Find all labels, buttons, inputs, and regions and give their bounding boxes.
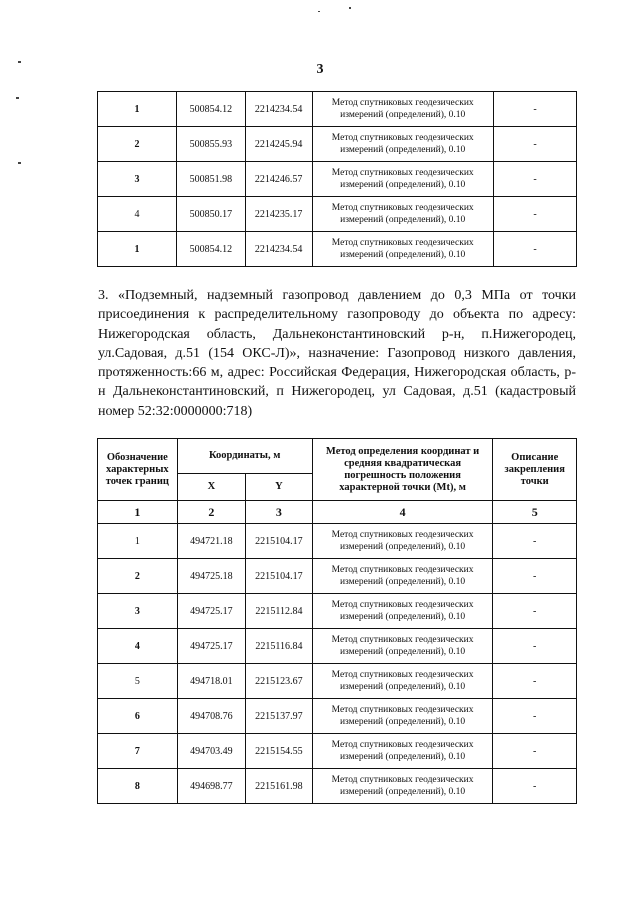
x-cell: 494725.17	[177, 629, 245, 664]
y-cell: 2214245.94	[245, 127, 312, 162]
x-cell: 494721.18	[177, 524, 245, 559]
table-row	[98, 699, 577, 734]
column-number: 5	[493, 501, 577, 524]
header-x: X	[177, 474, 245, 501]
y-cell: 2215161.98	[246, 769, 313, 804]
method-cell: Метод спутниковых геодезических измерений (определений), 0.10	[312, 769, 493, 804]
x-cell: 494703.49	[177, 734, 245, 769]
y-cell: 2215116.84	[246, 629, 313, 664]
table-row	[98, 92, 577, 127]
method-cell: Метод спутниковых геодезических измерений (определений), 0.10	[312, 594, 493, 629]
x-cell: 500854.12	[177, 232, 246, 267]
description-cell: -	[493, 92, 576, 127]
scan-speck	[18, 162, 21, 164]
x-cell: 494725.17	[177, 594, 245, 629]
y-cell: 2215104.17	[246, 559, 313, 594]
table-row	[98, 629, 577, 664]
method-cell: Метод спутниковых геодезических измерений (определений), 0.10	[312, 699, 493, 734]
description-cell: -	[493, 197, 576, 232]
y-cell: 2215137.97	[246, 699, 313, 734]
description-cell: -	[493, 594, 577, 629]
table-row	[98, 734, 577, 769]
method-cell: Метод спутниковых геодезических измерений (определений), 0.10	[312, 559, 493, 594]
header-description: Описание закрепления точки	[493, 439, 577, 501]
y-cell: 2215154.55	[246, 734, 313, 769]
method-cell: Метод спутниковых геодезических измерений (определений), 0.10	[312, 232, 493, 267]
y-cell: 2215104.17	[246, 524, 313, 559]
column-number: 1	[98, 501, 178, 524]
point-cell: 3	[98, 162, 177, 197]
point-cell: 5	[98, 664, 178, 699]
coordinates-table-1	[97, 91, 577, 267]
description-cell: -	[493, 699, 577, 734]
description-cell: -	[493, 734, 577, 769]
y-cell: 2215123.67	[246, 664, 313, 699]
method-cell: Метод спутниковых геодезических измерений (определений), 0.10	[312, 162, 493, 197]
description-cell: -	[493, 162, 576, 197]
method-cell: Метод спутниковых геодезических измерений (определений), 0.10	[312, 127, 493, 162]
object-description-paragraph: 3. «Подземный, надземный газопровод давлением до 0,3 МПа от точки присоединения к распределительному газопроводу до объекта по адресу: Нижегородская область, Дальнеконстантиновский р-н, п.Нижегородец, ул.Садовая, д.51 (154 ОКС-Л)», назначение: Газопровод низкого давления, протяженность:66 м, адрес: Российская Федерация, Нижегородская область, р-н Дальнеконстантиновский, п Нижегородец, ул Садовая, д.51 (кадастровый номер 52:32:0000000:718)	[98, 288, 576, 419]
method-cell: Метод спутниковых геодезических измерений (определений), 0.10	[312, 664, 493, 699]
point-cell: 7	[98, 734, 178, 769]
description-cell: -	[493, 664, 577, 699]
table-row	[98, 127, 577, 162]
table-row	[98, 232, 577, 267]
x-cell: 494718.01	[177, 664, 245, 699]
x-cell: 494725.18	[177, 559, 245, 594]
description-cell: -	[493, 769, 577, 804]
table-row	[98, 524, 577, 559]
x-cell: 494698.77	[177, 769, 245, 804]
description-cell: -	[493, 629, 577, 664]
y-cell: 2214246.57	[245, 162, 312, 197]
table-row	[98, 769, 577, 804]
method-cell: Метод спутниковых геодезических измерений (определений), 0.10	[312, 734, 493, 769]
y-cell: 2215112.84	[246, 594, 313, 629]
scan-speck	[318, 11, 320, 12]
point-cell: 1	[98, 232, 177, 267]
point-cell: 6	[98, 699, 178, 734]
description-cell: -	[493, 524, 577, 559]
point-cell: 2	[98, 127, 177, 162]
y-cell: 2214235.17	[245, 197, 312, 232]
method-cell: Метод спутниковых геодезических измерений (определений), 0.10	[312, 92, 493, 127]
header-points: Обозначение характерных точек границ	[98, 439, 178, 501]
point-cell: 4	[98, 197, 177, 232]
description-cell: -	[493, 559, 577, 594]
header-coords: Координаты, м	[177, 439, 312, 474]
method-cell: Метод спутниковых геодезических измерений (определений), 0.10	[312, 197, 493, 232]
y-cell: 2214234.54	[245, 92, 312, 127]
point-cell: 1	[98, 524, 178, 559]
x-cell: 494708.76	[177, 699, 245, 734]
x-cell: 500854.12	[177, 92, 246, 127]
point-cell: 8	[98, 769, 178, 804]
table-row	[98, 197, 577, 232]
scan-speck	[16, 97, 19, 99]
coordinates-table-2	[97, 438, 577, 804]
description-cell: -	[493, 127, 576, 162]
table-row	[98, 664, 577, 699]
column-number-row	[98, 501, 577, 524]
page-number: 3	[316, 62, 324, 77]
table-row	[98, 559, 577, 594]
column-number: 2	[177, 501, 245, 524]
table-row	[98, 594, 577, 629]
point-cell: 3	[98, 594, 178, 629]
point-cell: 2	[98, 559, 178, 594]
x-cell: 500855.93	[177, 127, 246, 162]
scan-speck	[349, 7, 351, 9]
header-method: Метод определения координат и средняя квадратическая погрешность положения характерной точки (Mt), м	[312, 439, 493, 501]
description-cell: -	[493, 232, 576, 267]
y-cell: 2214234.54	[245, 232, 312, 267]
table-row	[98, 162, 577, 197]
x-cell: 500850.17	[177, 197, 246, 232]
header-y: Y	[246, 474, 313, 501]
method-cell: Метод спутниковых геодезических измерений (определений), 0.10	[312, 524, 493, 559]
method-cell: Метод спутниковых геодезических измерений (определений), 0.10	[312, 629, 493, 664]
point-cell: 1	[98, 92, 177, 127]
column-number: 3	[246, 501, 313, 524]
x-cell: 500851.98	[177, 162, 246, 197]
column-number: 4	[312, 501, 493, 524]
table-header-row	[98, 439, 577, 474]
point-cell: 4	[98, 629, 178, 664]
